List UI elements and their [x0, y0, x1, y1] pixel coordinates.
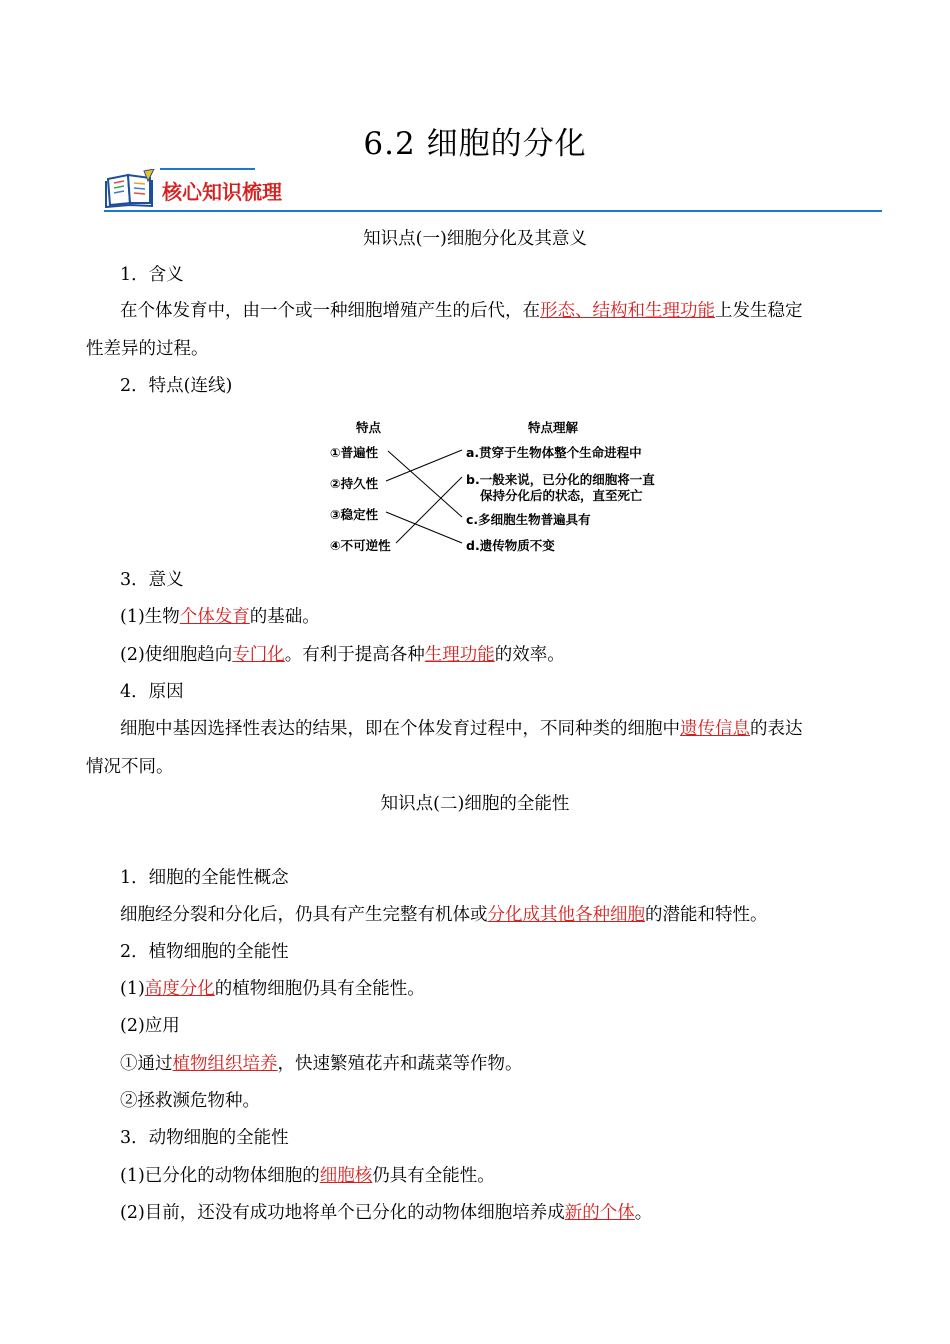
page-title: 6.2 细胞的分化 [363, 126, 587, 162]
text: ①通过 [120, 1054, 173, 1074]
answer-blank: 新的个体 [564, 1203, 635, 1223]
text: (2)目前，还没有成功地将单个已分化的动物体细胞培养成 [120, 1203, 565, 1223]
text: (1)生物 [120, 607, 180, 627]
kp2-s1-paragraph [120, 902, 768, 928]
kp2-s2-item-2: (2)应用 [120, 1016, 180, 1036]
kp1-s4-number: 4．原因 [120, 682, 184, 702]
text: 细胞中基因选择性表达的结果，即在个体发育过程中，不同种类的细胞中 [120, 719, 680, 739]
diagram-left-item: ③稳定性 [330, 507, 379, 522]
answer-blank: 遗传信息 [680, 719, 750, 739]
answer-blank: 植物组织培养 [172, 1054, 278, 1074]
diagram-right-item: a.贯穿于生物体整个生命进程中 [466, 445, 642, 460]
kp1-heading: 知识点(一)细胞分化及其意义 [363, 229, 587, 249]
text: 。有利于提高各种 [284, 645, 425, 665]
kp1-s1-number: 1．含义 [120, 265, 184, 285]
kp2-s3-number: 3．动物细胞的全能性 [120, 1128, 289, 1148]
text: 的基础。 [249, 607, 320, 627]
text: (2)使细胞趋向 [120, 645, 233, 665]
answer-blank: 形态、结构和生理功能 [540, 301, 715, 321]
text: 的表达 [750, 719, 803, 739]
diagram-left-item: ①普遍性 [330, 445, 379, 460]
answer-blank: 细胞核 [319, 1166, 373, 1186]
section-banner [104, 164, 884, 214]
kp1-s2-number: 2．特点(连线) [120, 376, 233, 396]
banner-label: 核心知识梳理 [162, 180, 282, 204]
text: 仍具有全能性。 [372, 1166, 495, 1186]
diagram-right-item: b.一般来说，已分化的细胞将一直 [466, 472, 655, 487]
kp1-s1-paragraph-cont: 性差异的过程。 [86, 339, 209, 359]
book-icon [104, 169, 156, 209]
kp2-s2-item-2-2: ②拯救濒危物种。 [120, 1091, 260, 1111]
text: 。 [634, 1203, 653, 1223]
banner-top-rule [160, 168, 255, 170]
kp2-heading: 知识点(二)细胞的全能性 [380, 794, 570, 814]
diagram-right-item: d.遗传物质不变 [466, 538, 555, 553]
kp2-s2-item-1 [120, 976, 425, 1002]
kp2-s2-number: 2．植物细胞的全能性 [120, 942, 289, 962]
diagram-right-item: c.多细胞生物普遍具有 [466, 512, 591, 527]
matching-diagram [322, 414, 662, 556]
kp2-s3-item-1 [120, 1163, 495, 1189]
text: ，快速繁殖花卉和蔬菜等作物。 [277, 1054, 523, 1074]
kp1-s4-paragraph-cont: 情况不同。 [86, 757, 174, 777]
answer-blank: 分化成其他各种细胞 [487, 905, 645, 925]
text: 细胞经分裂和分化后，仍具有产生完整有机体或 [120, 905, 488, 925]
kp1-s3-item-1 [120, 604, 320, 630]
kp2-s3-item-2 [120, 1200, 652, 1226]
diagram-left-item: ④不可逆性 [330, 538, 391, 553]
answer-blank: 个体发育 [179, 607, 250, 627]
text: 的植物细胞仍具有全能性。 [214, 979, 425, 999]
answer-blank: 高度分化 [144, 979, 215, 999]
text: 的潜能和特性。 [645, 905, 768, 925]
kp1-s1-paragraph [120, 298, 803, 324]
kp2-s1-number: 1．细胞的全能性概念 [120, 868, 289, 888]
diagram-left-item: ②持久性 [330, 476, 379, 491]
text: (1) [120, 979, 145, 999]
diagram-left-header: 特点 [356, 420, 382, 435]
banner-bottom-rule [104, 210, 882, 212]
answer-blank: 专门化 [232, 645, 285, 665]
text: 上发生稳定 [715, 301, 803, 321]
kp1-s3-item-2 [120, 642, 565, 668]
text: 在个体发育中，由一个或一种细胞增殖产生的后代，在 [120, 301, 540, 321]
diagram-right-header: 特点理解 [528, 420, 579, 435]
text: (1)已分化的动物体细胞的 [120, 1166, 320, 1186]
kp1-s4-paragraph [120, 716, 803, 742]
kp1-s3-number: 3．意义 [120, 570, 184, 590]
diagram-right-item: 保持分化后的状态，直至死亡 [480, 488, 643, 503]
text: 的效率。 [494, 645, 565, 665]
answer-blank: 生理功能 [424, 645, 495, 665]
kp2-s2-item-2-1 [120, 1051, 523, 1077]
